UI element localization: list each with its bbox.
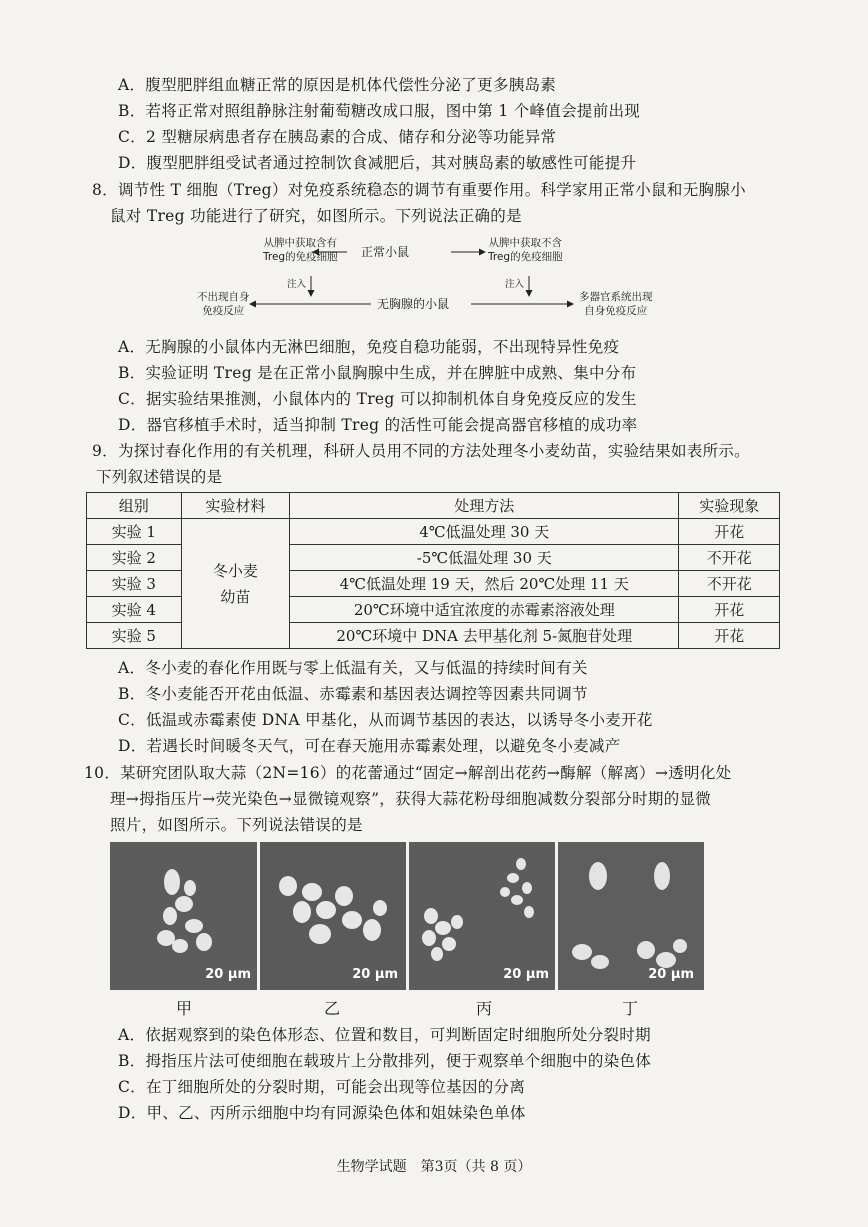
label-ding: 丁 [622,999,639,1018]
left-bottom-line2: 免疫反应 [202,305,245,317]
scale-bar-label: 20 μm [352,967,398,982]
normal-mouse-label: 正常小鼠 [361,245,410,259]
cell-result: 开花 [679,597,780,623]
experiment-table [86,492,780,649]
table-row [87,519,780,545]
cell-method: 4℃低温处理 30 天 [290,519,679,545]
q7-option-d: D．腹型肥胖组受试者通过控制饮食减肥后，其对胰岛素的敏感性可能提升 [118,154,637,172]
q10-option-a: A．依据观察到的染色体形态、位置和数目，可判断固定时细胞所处分裂时期 [118,1026,651,1044]
micrograph-yi [260,842,406,990]
header-group: 组别 [87,493,182,519]
treg-flow-diagram [195,232,685,332]
table-header-row [87,493,780,519]
right-top-line1: 从脾中获取不含 [488,237,563,249]
left-bottom-box [197,290,250,318]
label-yi: 乙 [324,999,341,1018]
cell-group: 实验 1 [87,519,182,545]
micrograph-jia [110,842,257,990]
q10-option-d: D．甲、乙、丙所示细胞中均有同源染色体和姐妹染色单体 [118,1104,526,1122]
q8-stem-line2: 鼠对 Treg 功能进行了研究，如图所示。下列说法正确的是 [110,207,522,225]
q10-stem-line1: 10．某研究团队取大蒜（2N=16）的花蕾通过“固定→解剖出花药→酶解（解离）→透明化处 [84,764,732,782]
right-bottom-line2: 自身免疫反应 [584,305,648,317]
left-bottom-line1: 不出现自身 [197,291,250,303]
q7-option-a: A．腹型肥胖组血糖正常的原因是机体代偿性分泌了更多胰岛素 [118,76,557,94]
cell-method: 4℃低温处理 19 天，然后 20℃处理 11 天 [290,571,679,597]
cell-result: 不开花 [679,545,780,571]
scale-bar-label: 20 μm [648,967,694,982]
q9-stem-line2: 下列叙述错误的是 [96,468,223,486]
q10-stem-line2: 理→拇指压片→荧光染色→显微镜观察”，获得大蒜花粉母细胞减数分裂部分时期的显微 [110,790,712,808]
page-footer: 生物学试题 第3页（共 8 页） [336,1159,532,1175]
left-top-line1: 从脾中获取含有 [263,237,338,249]
label-bing: 丙 [476,999,493,1018]
q8-option-d: D．器官移植手术时，适当抑制 Treg 的活性可能会提高器官移植的成功率 [118,416,638,434]
q8-option-b: B．实验证明 Treg 是在正常小鼠胸腺中生成，并在脾脏中成熟、集中分布 [118,364,637,382]
micrograph-ding [558,842,704,990]
cell-method: 20℃环境中适宜浓度的赤霉素溶液处理 [290,597,679,623]
label-jia: 甲 [176,999,193,1018]
q9-option-c: C．低温或赤霉素使 DNA 甲基化，从而调节基因的表达，以诱导冬小麦开花 [118,711,653,729]
right-top-line2: Treg的免疫细胞 [488,251,563,263]
q9-option-a: A．冬小麦的春化作用既与零上低温有关，又与低温的持续时间有关 [118,659,588,677]
cell-result: 开花 [679,519,780,545]
header-material: 实验材料 [181,493,290,519]
material-line2: 幼苗 [220,587,251,606]
athymic-mouse-label: 无胸腺的小鼠 [377,297,450,311]
inject-left-label: 注入 [287,279,307,290]
q8-stem-line1: 8．调节性 T 细胞（Treg）对免疫系统稳态的调节有重要作用。科学家用正常小鼠和无胸腺小 [92,181,746,199]
right-bottom-box [579,290,653,318]
scale-bar-label: 20 μm [205,967,251,982]
cell-group: 实验 4 [87,597,182,623]
micrograph-panel [110,842,704,990]
left-top-box [263,236,338,264]
inject-right-label: 注入 [505,279,525,290]
micrograph-bing [409,842,555,990]
scale-bar-label: 20 μm [503,967,549,982]
cell-result: 不开花 [679,571,780,597]
header-result: 实验现象 [679,493,780,519]
q10-option-c: C．在丁细胞所处的分裂时期，可能会出现等位基因的分离 [118,1078,526,1096]
q7-option-c: C．2 型糖尿病患者存在胰岛素的合成、储存和分泌等功能异常 [118,128,557,146]
left-top-line2: Treg的免疫细胞 [263,251,338,263]
cell-material [181,519,290,649]
cell-method: -5℃低温处理 30 天 [290,545,679,571]
cell-result: 开花 [679,623,780,649]
q7-option-b: B．若将正常对照组静脉注射葡萄糖改成口服，图中第 1 个峰值会提前出现 [118,102,641,120]
right-top-box [488,236,563,264]
header-method: 处理方法 [290,493,679,519]
q10-stem-line3: 照片，如图所示。下列说法错误的是 [110,816,363,834]
q8-option-a: A．无胸腺的小鼠体内无淋巴细胞，免疫自稳功能弱，不出现特异性免疫 [118,338,620,356]
q9-stem-line1: 9．为探讨春化作用的有关机理，科研人员用不同的方法处理冬小麦幼苗，实验结果如表所示。 [92,442,750,460]
cell-method: 20℃环境中 DNA 去甲基化剂 5-氮胞苷处理 [290,623,679,649]
material-line1: 冬小麦 [212,561,258,580]
q9-option-d: D．若遇长时间暖冬天气，可在春天施用赤霉素处理，以避免冬小麦减产 [118,737,621,755]
cell-group: 实验 5 [87,623,182,649]
right-bottom-line1: 多器官系统出现 [579,291,653,303]
q9-option-b: B．冬小麦能否开花由低温、赤霉素和基因表达调控等因素共同调节 [118,685,588,703]
cell-group: 实验 2 [87,545,182,571]
q10-option-b: B．拇指压片法可使细胞在载玻片上分散排列，便于观察单个细胞中的染色体 [118,1052,652,1070]
cell-group: 实验 3 [87,571,182,597]
q8-option-c: C．据实验结果推测，小鼠体内的 Treg 可以抑制机体自身免疫反应的发生 [118,390,637,408]
